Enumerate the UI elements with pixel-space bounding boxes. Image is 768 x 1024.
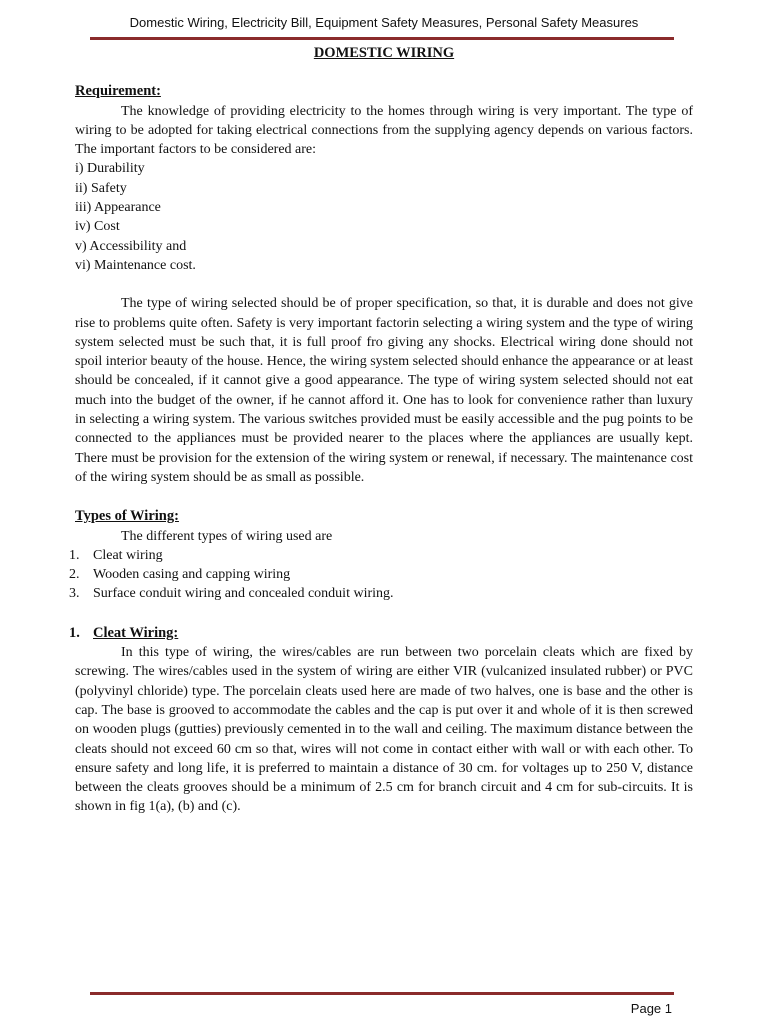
factor-list [75,159,693,275]
factor-item: v) Accessibility and [75,238,187,254]
list-item [69,565,693,584]
list-number: 3. [69,586,80,602]
cleat-wiring-heading [69,624,693,643]
types-intro: The different types of wiring used are [121,528,333,544]
cleat-wiring-body: In this type of wiring, the wires/cables are run between two porcelain cleats which are fixed by screwing. The wires/cables used in the system of wiring are either VIR (vulcanized insulated rubber) or PVC (polyvinyl chloride) type. The porcelain cleats used here are made of two halves, one is base and the other is cap. The base is grooved to accommodate the cables and the cap is put over it and whole of it is then screwed on wooden plugs (gutties) previously cemented in to the wall and ceiling. The maximum distance between the cleats should not exceed 60 cm so that, wires will not come in contact either with wall or with each other. To ensure safety and long life, it is preferred to maintain a distance of 30 cm. for voltages up to 250 V, distance between the cleats grooves should be a minimum of 2.5 cm for branch circuit and 4 cm for sub-circuits. It is shown in fig 1(a), (b) and (c). [75,645,693,815]
requirement-body: The type of wiring selected should be of proper specification, so that, it is durable and does not give rise to problems quite often. Safety is very important factorin selecting a wiring system and the type of wiring system selected must be such that, it is full proof fro giving any shocks. Electrical wiring done should not spoil interior beauty of the house. Hence, the wiring system selected should enhance the appearance or at least should be concealed, if it cannot give a good appearance. The type of wiring system selected should not eat much into the budget of the owner, if he cannot afford it. One has to look for convenience rather than luxury in selecting a wiring system. The various switches provided must be easily accessible and the pug points to be connected to the appliances must be provided nearer to the places where the appliances are usually kept. There must be provision for the extension of the wiring system or renewal, if necessary. The maintenance cost of the wiring system should be as small as possible. [75,296,693,485]
factor-item: iii) Appearance [75,200,161,216]
footer-rule [90,992,674,995]
list-item [69,546,693,565]
section-title: Cleat Wiring: [93,624,179,641]
page-number: Page 1 [630,1001,672,1016]
requirement-heading: Requirement: [75,83,161,100]
document-title: DOMESTIC WIRING [313,45,455,61]
list-number: 1. [69,547,80,563]
page-body [69,44,693,817]
factor-item: vi) Maintenance cost. [75,257,196,273]
list-number: 2. [69,567,80,583]
list-text: Wooden casing and capping wiring [93,567,291,583]
types-heading: Types of Wiring: [75,508,179,525]
list-text: Cleat wiring [93,547,163,563]
factor-item: i) Durability [75,161,145,177]
requirement-intro: The knowledge of providing electricity to the homes through wiring is very important. The type of wiring to be adopted for taking electrical connections from the supplying agency depends on various factors. The important factors to be considered are: [75,103,693,158]
running-header: Domestic Wiring, Electricity Bill, Equipment Safety Measures, Personal Safety Measures [129,15,639,30]
types-list [69,546,693,604]
header-rule [90,37,674,40]
list-item [69,584,693,603]
list-text: Surface conduit wiring and concealed conduit wiring. [93,586,394,602]
section-number: 1. [69,624,80,641]
factor-item: iv) Cost [75,219,120,235]
factor-item: ii) Safety [75,180,127,196]
